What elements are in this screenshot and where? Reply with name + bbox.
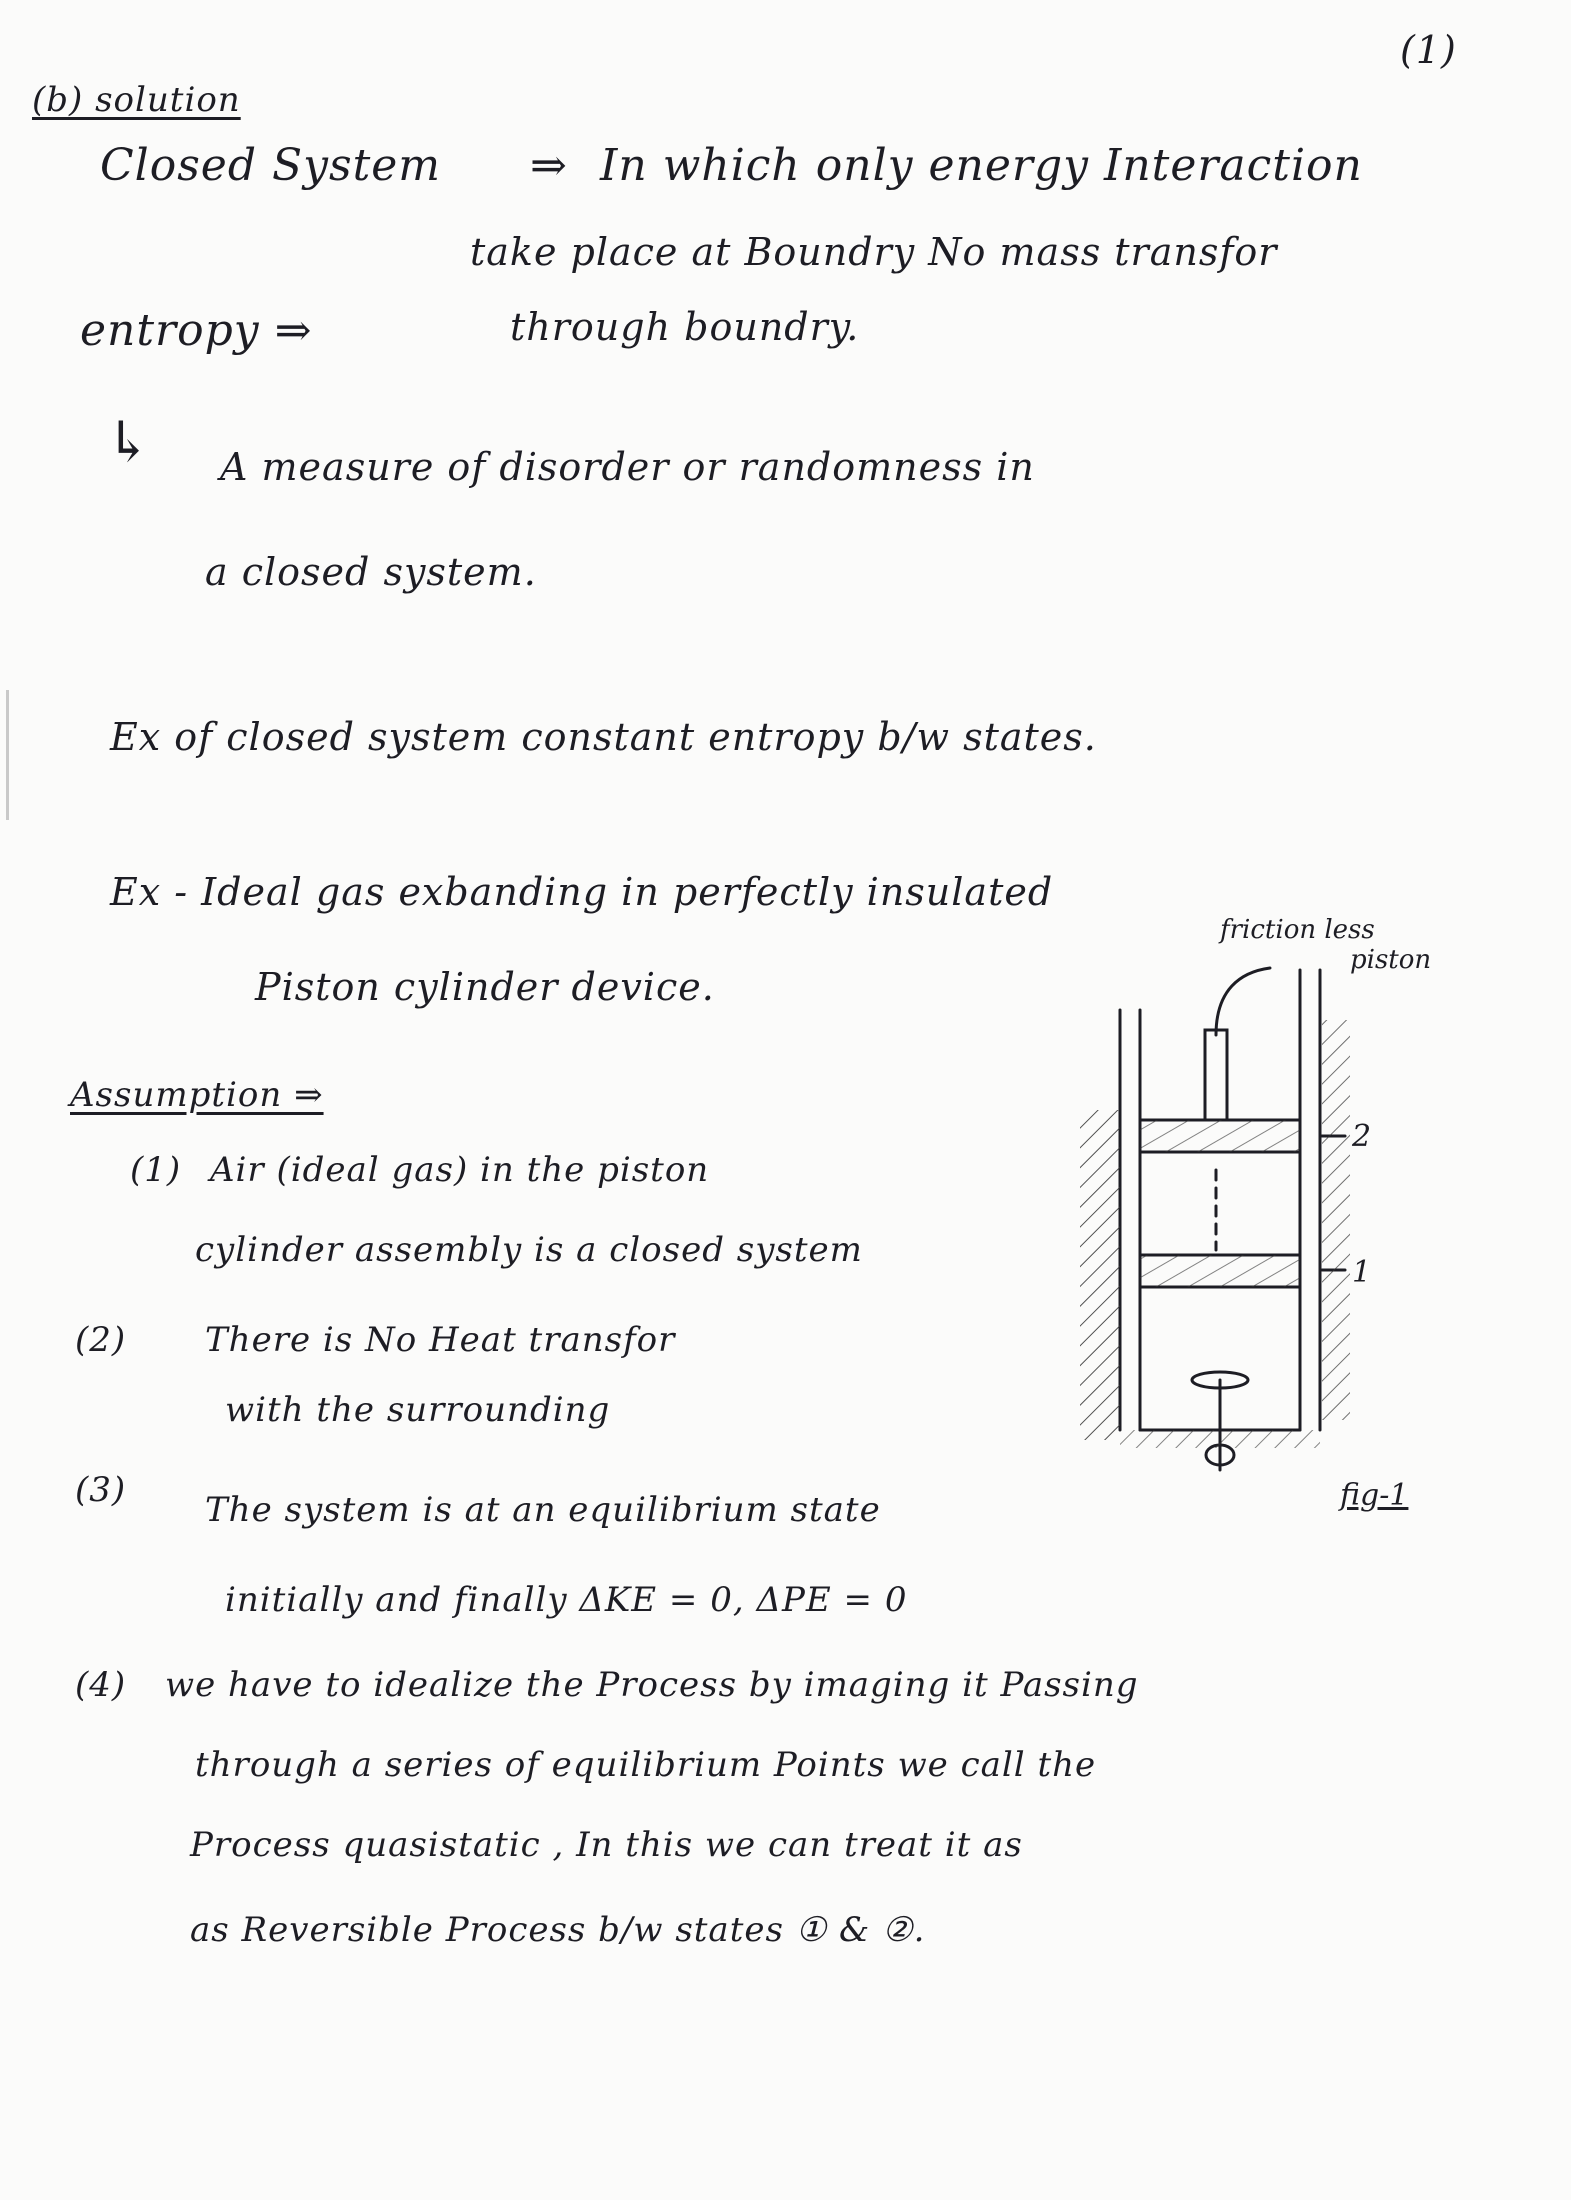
closed-system-term: Closed System — [100, 140, 442, 191]
assumption-4-line3: Process quasistatic , In this we can treat it as — [190, 1825, 1023, 1865]
page-number: (1) — [1400, 28, 1457, 72]
label-state-2: 2 — [1352, 1119, 1372, 1154]
entropy-def-line1: A measure of disorder or randomness in — [220, 445, 1035, 489]
label-piston-line2: piston — [1350, 945, 1432, 975]
piston-cylinder-figure — [1040, 910, 1560, 1530]
entropy-term: entropy ⇒ — [80, 305, 313, 356]
piston-label-leader — [1216, 968, 1270, 1035]
assumption-2-line1: There is No Heat transfor — [205, 1320, 676, 1360]
section-heading: (b) solution — [32, 80, 241, 120]
assumption-3-line2: initially and finally ΔKE = 0, ΔPE = 0 — [225, 1580, 908, 1620]
assumption-2-number: (2) — [75, 1320, 127, 1360]
closed-system-def-line3: through boundry. — [510, 305, 860, 349]
assumption-1-number: (1) — [130, 1150, 182, 1190]
assumption-3-line1: The system is at an equilibrium state — [205, 1490, 881, 1530]
assumption-4-line1: we have to idealize the Process by imaging it Passing — [165, 1665, 1139, 1705]
label-piston-line1: friction less — [1220, 915, 1375, 945]
example-line2: Piston cylinder device. — [255, 965, 715, 1009]
example-heading: Ex of closed system constant entropy b/w states. — [110, 715, 1097, 759]
entropy-def-line2: a closed system. — [205, 550, 537, 594]
closed-system-def-line2: take place at Boundry No mass transfor — [470, 230, 1278, 274]
assumption-4-line4: as Reversible Process b/w states ① & ②. — [190, 1910, 926, 1950]
assumption-4-line2: through a series of equilibrium Points we call the — [195, 1745, 1097, 1785]
assumption-1-line1: Air (ideal gas) in the piston — [210, 1150, 710, 1190]
closed-system-def-line1: In which only energy Interaction — [600, 140, 1363, 191]
assumption-2-line2: with the surrounding — [225, 1390, 611, 1430]
left-wall-hatch — [1080, 1110, 1120, 1440]
figure-caption: fig-1 — [1340, 1478, 1409, 1513]
closed-system-arrow: ⇒ — [530, 140, 568, 191]
assumptions-heading: Assumption ⇒ — [70, 1075, 324, 1115]
label-state-1: 1 — [1352, 1255, 1372, 1290]
page-edge-mark — [6, 690, 9, 820]
assumption-1-line2: cylinder assembly is a closed system — [195, 1230, 863, 1270]
right-wall-hatch — [1322, 1020, 1350, 1420]
example-line1: Ex - Ideal gas exbanding in perfectly insulated — [110, 870, 1054, 914]
piston-rod — [1205, 1030, 1227, 1120]
assumption-3-number: (3) — [75, 1470, 127, 1510]
entropy-arrow-icon: ↳ — [105, 410, 153, 475]
assumption-4-number: (4) — [75, 1665, 127, 1705]
